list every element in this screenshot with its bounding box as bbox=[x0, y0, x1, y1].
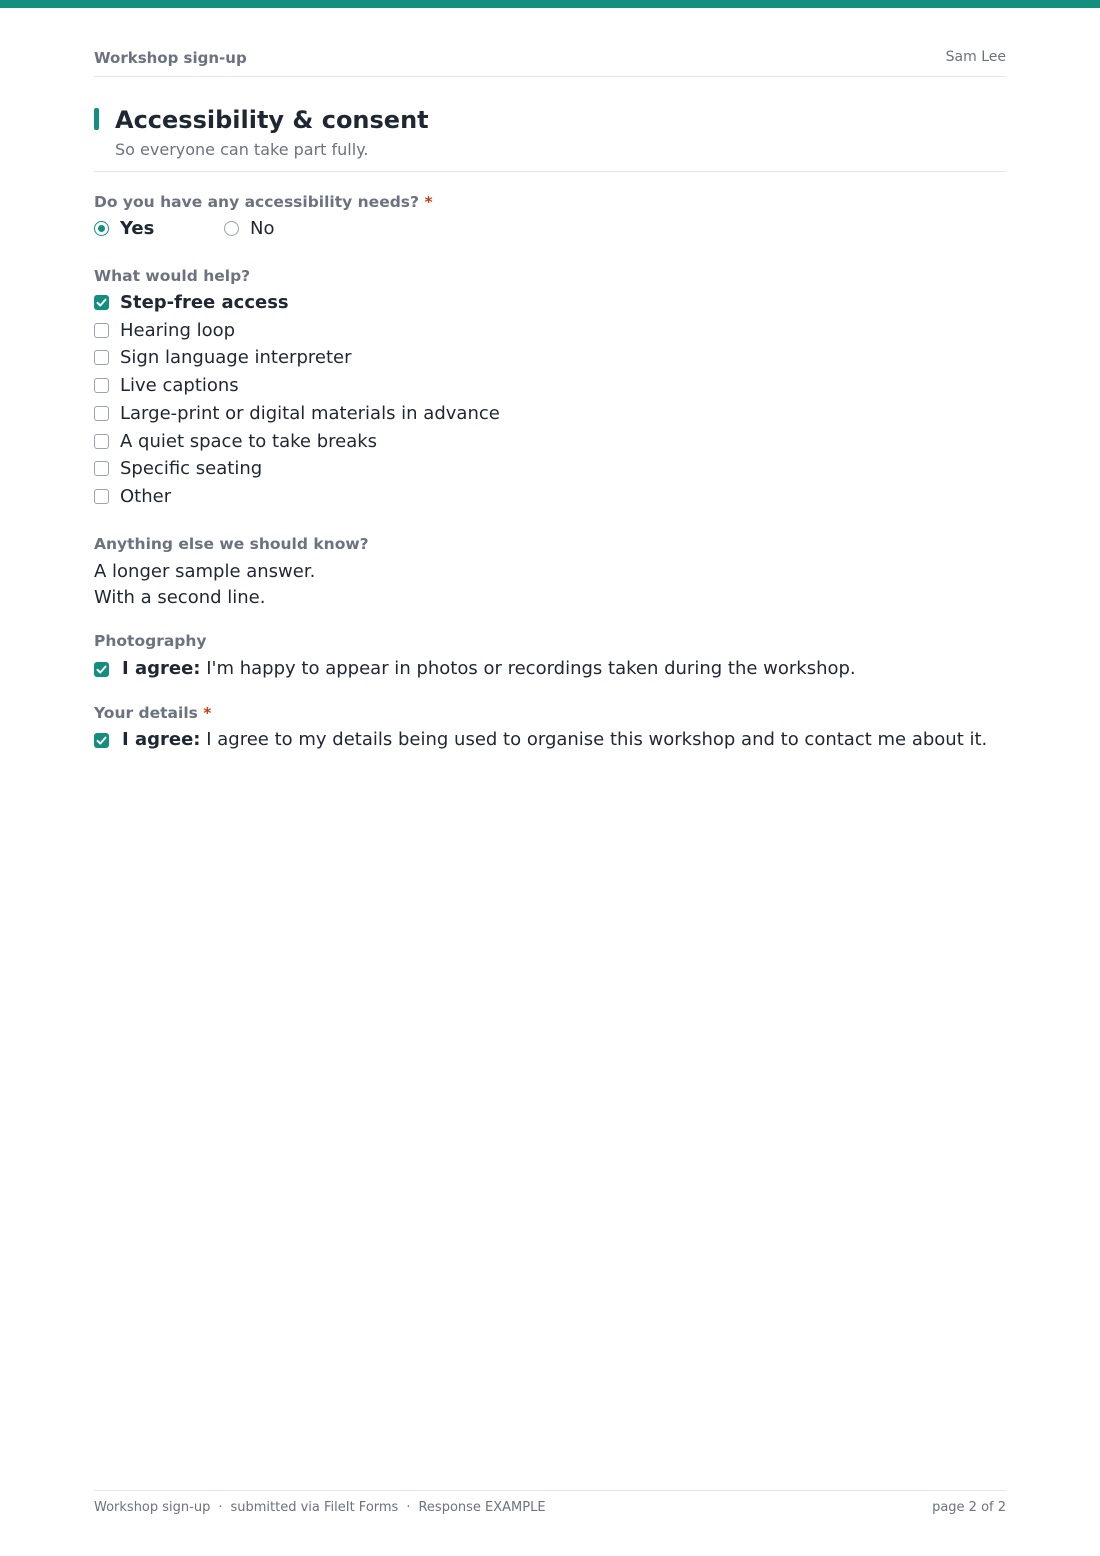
consent-text: I'm happy to appear in photos or recordings taken during the workshop. bbox=[206, 658, 856, 679]
checkbox-option-label: Live captions bbox=[120, 375, 239, 396]
page-number: page 2 of 2 bbox=[932, 1500, 1006, 1515]
radio-option-label: No bbox=[250, 218, 275, 239]
details-consent[interactable] bbox=[94, 727, 1006, 753]
agree-label: I agree: bbox=[122, 658, 201, 679]
respondent-name: Sam Lee bbox=[945, 49, 1006, 65]
photography-consent[interactable] bbox=[94, 656, 1006, 682]
answer-line: A longer sample answer. bbox=[94, 561, 316, 582]
top-accent-bar bbox=[0, 0, 1100, 8]
radio-selected-icon[interactable] bbox=[94, 221, 109, 236]
footer-form-name: Workshop sign-up bbox=[94, 1500, 211, 1515]
checkbox-option-label: Specific seating bbox=[120, 458, 263, 479]
footer-info bbox=[94, 1500, 546, 1515]
question-text: Your details bbox=[94, 704, 198, 722]
checkbox-unchecked-icon[interactable] bbox=[94, 378, 109, 393]
section-accent-bar bbox=[94, 108, 99, 130]
question-text: Do you have any accessibility needs? bbox=[94, 193, 420, 211]
required-marker: * bbox=[203, 704, 212, 722]
checkbox-unchecked-icon[interactable] bbox=[94, 461, 109, 476]
checkbox-option-label: Other bbox=[120, 486, 172, 507]
question-label-photography: Photography bbox=[94, 632, 207, 650]
checkbox-option-label: Step-free access bbox=[120, 292, 289, 313]
footer-separator: · bbox=[218, 1500, 223, 1515]
checkbox-option-label: Hearing loop bbox=[120, 320, 236, 341]
checkbox-checked-icon[interactable] bbox=[94, 295, 109, 310]
footer-separator: · bbox=[406, 1500, 411, 1515]
section-subtitle: So everyone can take part fully. bbox=[115, 140, 369, 159]
radio-unselected-icon[interactable] bbox=[224, 221, 239, 236]
section-header bbox=[94, 105, 1006, 172]
free-text-answer bbox=[94, 559, 315, 611]
question-label-what-would-help: What would help? bbox=[94, 267, 251, 285]
form-name: Workshop sign-up bbox=[94, 49, 247, 67]
checkbox-option-label: Sign language interpreter bbox=[120, 347, 352, 368]
page-header bbox=[94, 48, 1006, 77]
agree-label: I agree: bbox=[122, 729, 201, 750]
checkbox-unchecked-icon[interactable] bbox=[94, 489, 109, 504]
page-footer bbox=[94, 1490, 1006, 1521]
checkbox-unchecked-icon[interactable] bbox=[94, 350, 109, 365]
checkbox-unchecked-icon[interactable] bbox=[94, 406, 109, 421]
checkbox-unchecked-icon[interactable] bbox=[94, 323, 109, 338]
section-title: Accessibility & consent bbox=[115, 106, 429, 134]
answer-line: With a second line. bbox=[94, 587, 266, 608]
checkbox-option-label: A quiet space to take breaks bbox=[120, 431, 378, 452]
footer-response-id: Response EXAMPLE bbox=[418, 1500, 546, 1515]
checkbox-unchecked-icon[interactable] bbox=[94, 434, 109, 449]
checkbox-option-label: Large-print or digital materials in advance bbox=[120, 403, 500, 424]
question-label-anything-else: Anything else we should know? bbox=[94, 535, 369, 553]
required-marker: * bbox=[424, 193, 433, 211]
question-label-accessibility-needs bbox=[94, 193, 433, 211]
checkbox-checked-icon[interactable] bbox=[94, 733, 109, 748]
footer-submitted-via: submitted via FileIt Forms bbox=[230, 1500, 399, 1515]
radio-option-label: Yes bbox=[120, 218, 155, 239]
consent-text: I agree to my details being used to organise this workshop and to contact me about it. bbox=[206, 729, 988, 750]
checkbox-checked-icon[interactable] bbox=[94, 662, 109, 677]
question-label-your-details bbox=[94, 704, 211, 722]
